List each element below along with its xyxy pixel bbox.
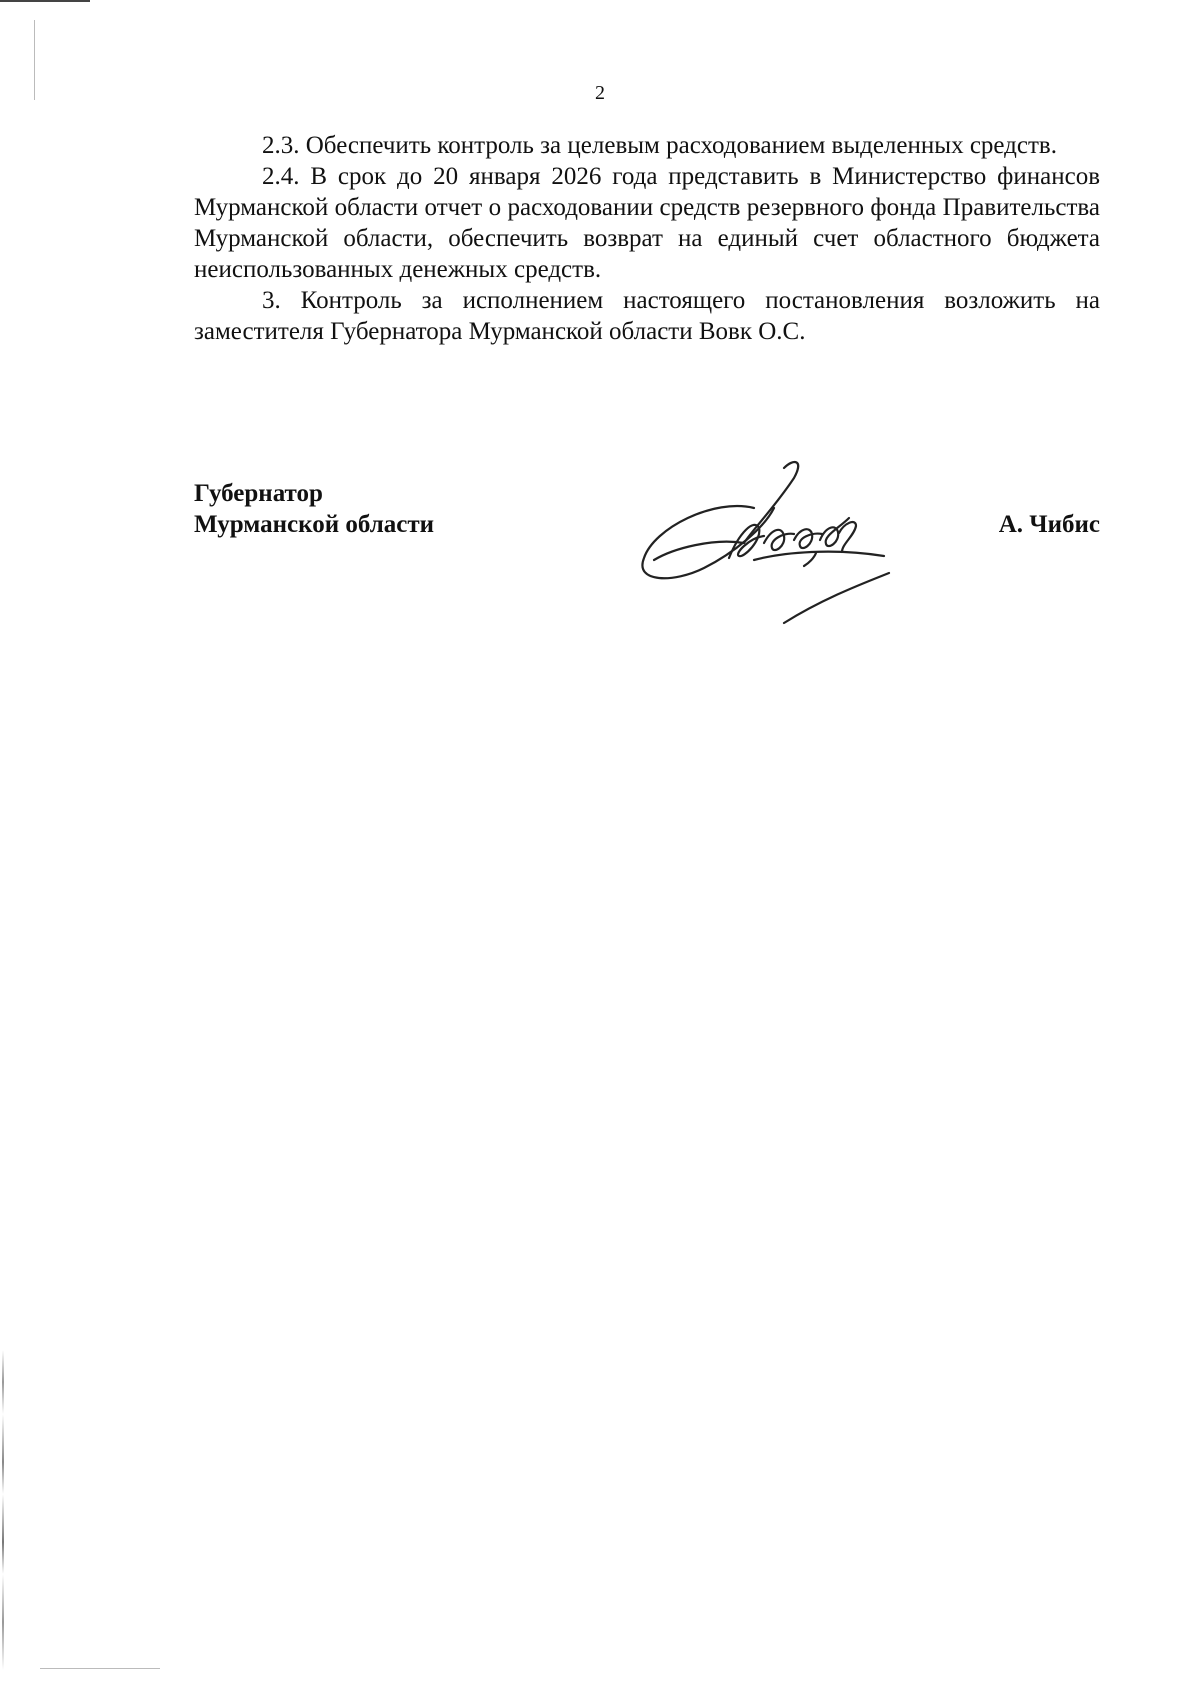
signatory-title [194, 478, 434, 540]
page-number: 2 [595, 82, 605, 104]
signatory-title-line2: Мурманской области [194, 511, 435, 538]
handwritten-signature-icon [634, 448, 924, 638]
paragraph-3: 3. Контроль за исполнением настоящего постановления возложить на заместителя Губернатора Мурманской области Вовк О.С. [194, 287, 1100, 345]
scan-artifact-bottom-line [40, 1668, 160, 1669]
signature-block [194, 478, 1100, 628]
scan-artifact-left-margin [2, 1350, 4, 1670]
document-body [194, 130, 1100, 347]
signatory-title-line1: Губернатор [194, 480, 323, 507]
paragraph-2-4: 2.4. В срок до 20 января 2026 года представить в Министерство финансов Мурманской области отчет о расходовании средств резервного фонда Правительства Мурманской области, обеспечить возврат на единый счет областного бюджета неиспользованных денежных средств. [194, 163, 1100, 283]
signatory-name: А. Чибис [998, 511, 1100, 538]
paragraph-2-3: 2.3. Обеспечить контроль за целевым расходованием выделенных средств. [262, 132, 1057, 159]
scan-artifact-top [0, 0, 90, 5]
